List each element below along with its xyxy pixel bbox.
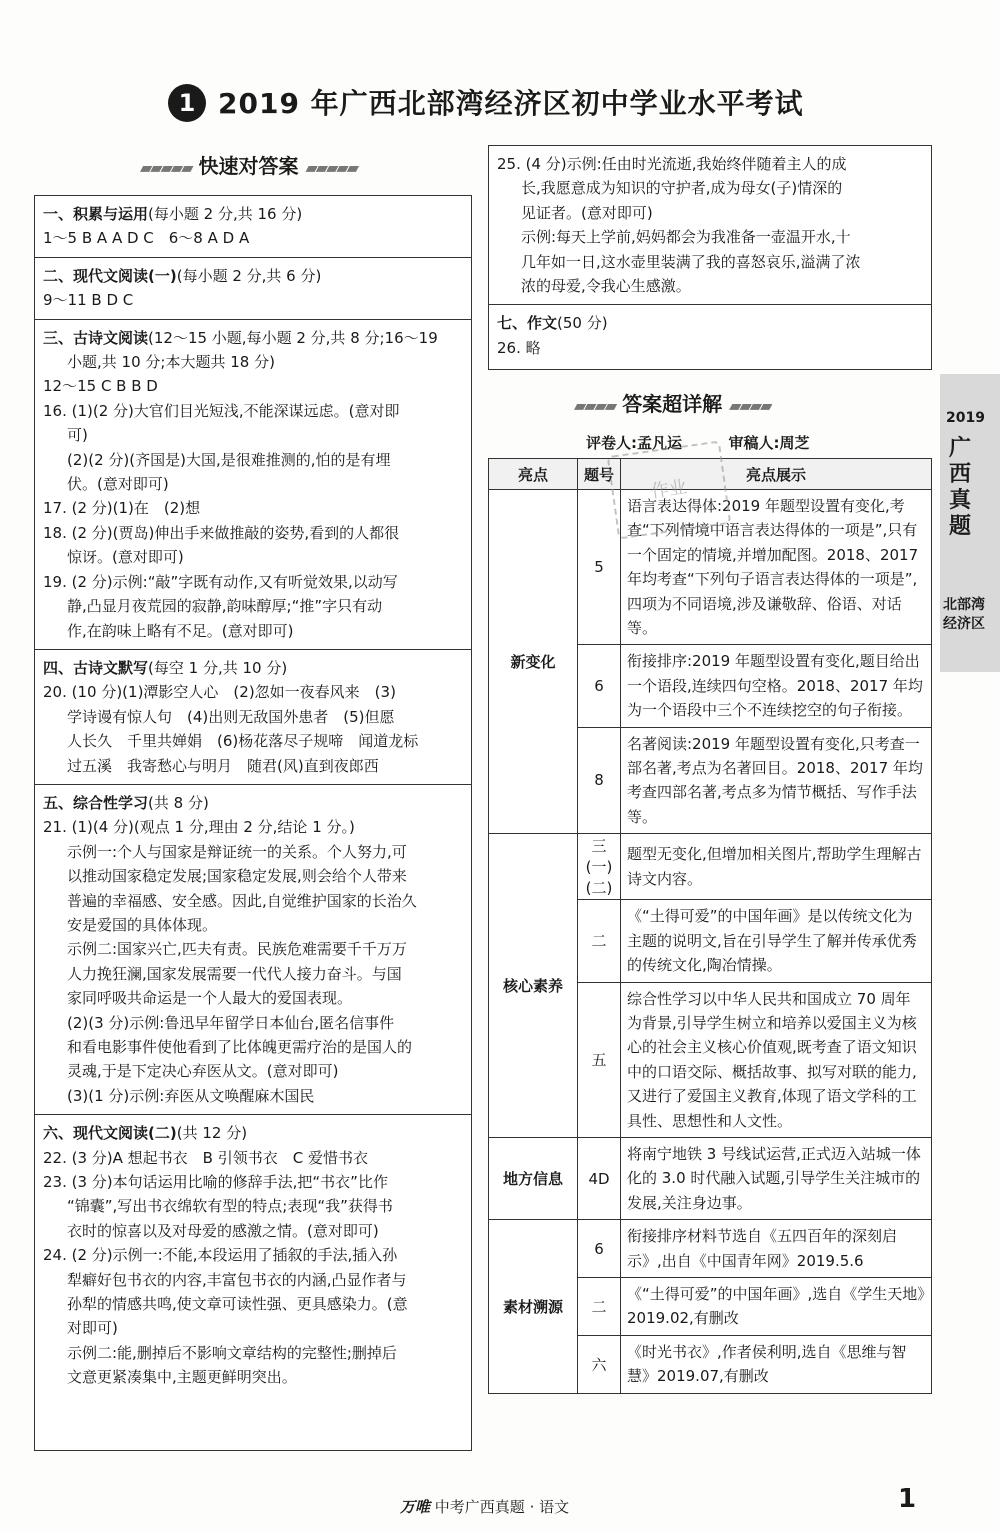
- highlight-text-cell: 语言表达得体:2019 年题型设置有变化,考查“下列情境中语言表达得体的一项是”,只有一个固定的情境,并增加配图。2018、2017 年均考查“下列句子语言表达得体的一项是”,四项为不同语境,涉及谦敬辞、俗语、对话等。: [621, 490, 932, 645]
- answer-line: 灵魂,于是下定决心弃医从文。(意对即可): [67, 1062, 339, 1081]
- answer-line: (2)(2 分)(齐国是)大国,是很难推测的,怕的是有埋: [67, 450, 391, 469]
- section-title: 七、作文: [497, 314, 558, 333]
- question-number-cell: 二: [578, 900, 621, 982]
- answer-line: 静,凸显月夜荒园的寂静,韵味醇厚;“推”字只有动: [67, 597, 383, 616]
- detail-heading: ▰▰▰▰ 答案超详解 ▰▰▰▰: [574, 392, 771, 416]
- section-title: 三、古诗文阅读: [43, 328, 149, 347]
- answer-line: 浓的母爱,令我心生感激。: [521, 277, 691, 296]
- answer-line: (3)(1 分)示例:弃医从文唤醒麻木国民: [67, 1086, 315, 1105]
- section-title: 五、综合性学习: [43, 793, 149, 812]
- highlight-text-cell: 《时光书衣》,作者侯利明,选自《思维与智慧》2019.07,有删改: [621, 1335, 932, 1393]
- answer-line: “锦囊”,写出书衣绵软有型的特点;表现“我”获得书: [67, 1197, 393, 1216]
- answer-section: [35, 650, 471, 785]
- answer-line: 普遍的幸福感、安全感。因此,自觉维护国家的长治久: [67, 891, 417, 910]
- stamp: 作业: [607, 440, 732, 539]
- answer-line: 21. (1)(4 分)(观点 1 分,理由 2 分,结论 1 分。): [43, 818, 355, 837]
- table-row: [489, 1137, 932, 1219]
- answer-line: 见证者。(意对即可): [521, 203, 653, 222]
- detail-table: [488, 458, 932, 1394]
- highlight-text-cell: 衔接排序:2019 年题型设置有变化,题目给出一个语段,连续四句空格。2018、2017 年均为一个语段中三个不连续挖空的句子衔接。: [621, 645, 932, 727]
- answer-line: 以推动国家稳定发展;国家稳定发展,则会给个人带来: [67, 867, 407, 886]
- answer-line: 人力挽狂澜,国家发展需要一代代人接力奋斗。与国: [67, 964, 402, 983]
- highlight-text-cell: 衔接排序材料节选自《五四百年的深刻启示》,出自《中国青年网》2019.5.6: [621, 1220, 932, 1278]
- table-row: [489, 1220, 932, 1278]
- answer-line: 对即可): [67, 1319, 118, 1338]
- section-title: 四、古诗文默写: [43, 658, 149, 677]
- side-tab-region: 北部湾经济区: [943, 597, 985, 632]
- answer-line: 12～15 C B B D: [43, 377, 158, 396]
- question-number-cell: 五: [578, 982, 621, 1137]
- answer-line: 可): [67, 426, 88, 445]
- footer-brand: 万唯: [400, 1498, 431, 1516]
- section-title: 六、现代文阅读(二): [43, 1124, 177, 1143]
- col-header: 亮点展示: [621, 459, 932, 490]
- answer-section: [35, 196, 471, 258]
- highlight-text-cell: 《“土得可爱”的中国年画》,选自《学生天地》2019.02,有删改: [621, 1277, 932, 1335]
- quick-answers-heading: ▰▰▰▰▰ 快速对答案 ▰▰▰▰▰: [140, 154, 357, 178]
- answer-line: 惊讶。(意对即可): [67, 548, 184, 567]
- section-note: (每小题 2 分,共 6 分): [176, 266, 322, 285]
- highlight-text-cell: 综合性学习以中华人民共和国成立 70 周年为背景,引导学生树立和培养以爱国主义为核心的社会主义核心价值观,既考查了语文知识中的口语交际、概括故事、拟写对联的能力,又进行了爱国主义教育,体现了语文学科的工具性、思想性和人文性。: [621, 982, 932, 1137]
- answer-section: [489, 305, 931, 366]
- side-tab-label: 广西真题: [948, 436, 971, 539]
- left-answer-box: [34, 195, 472, 1451]
- side-tab-year: 2019: [946, 410, 985, 426]
- answer-line: 犁癖好包书衣的内容,丰富包书衣的内涵,凸显作者与: [67, 1270, 407, 1289]
- answer-line: 20. (10 分)(1)潭影空人心 (2)忽如一夜春风来 (3): [43, 683, 396, 702]
- col-header: 题号: [578, 459, 621, 490]
- category-cell: 新变化: [489, 490, 578, 834]
- page-number: 1: [898, 1484, 917, 1514]
- section-title-line: [43, 202, 463, 226]
- question-number-cell: 4D: [578, 1137, 621, 1219]
- answer-section: [35, 320, 471, 650]
- question-number-cell: 二: [578, 1277, 621, 1335]
- answer-line: 9～11 B D C: [43, 291, 134, 310]
- question-number-cell: 6: [578, 645, 621, 727]
- answer-line: 18. (2 分)(贾岛)伸出手来做推敲的姿势,看到的人都很: [43, 523, 400, 542]
- answer-section: [489, 146, 931, 305]
- answer-line: 长,我愿意成为知识的守护者,成为母女(子)情深的: [521, 179, 843, 198]
- answer-line: 和看电影事件使他看到了比体魄更需疗治的是国人的: [67, 1038, 413, 1056]
- highlight-text-cell: 《“土得可爱”的中国年画》是以传统文化为主题的说明文,旨在引导学生了解并传承优秀的传统文化,陶冶情操。: [621, 900, 932, 982]
- answer-line: 24. (2 分)示例一:不能,本段运用了插叙的手法,插入孙: [43, 1246, 398, 1265]
- answer-line: 示例:每天上学前,妈妈都会为我准备一壶温开水,十: [521, 228, 851, 247]
- answer-line: 示例二:能,删掉后不影响文章结构的完整性;删掉后: [67, 1343, 397, 1362]
- table-row: [489, 834, 932, 900]
- answer-section: [35, 1115, 471, 1395]
- answer-line: 小题,共 10 分;本大题共 18 分): [67, 353, 275, 372]
- footer-text: 中考广西真题 · 语文: [434, 1498, 570, 1516]
- category-cell: 素材溯源: [489, 1220, 578, 1393]
- answer-line: 衣时的惊喜以及对母爱的感激之情。(意对即可): [67, 1221, 379, 1240]
- section-title: 二、现代文阅读(一): [43, 266, 177, 285]
- section-note: (50 分): [557, 314, 608, 333]
- col-header: 亮点: [489, 459, 578, 490]
- answer-line: 孙犁的情感共鸣,使文章可读性强、更具感染力。(意: [67, 1295, 408, 1314]
- answer-line: 25. (4 分)示例:任由时光流逝,我始终伴随着主人的成: [497, 155, 847, 173]
- section-note: (12～15 小题,每小题 2 分,共 8 分;16～19: [148, 328, 438, 347]
- question-number-cell: 5: [578, 490, 621, 645]
- answer-line: 19. (2 分)示例:“敲”字既有动作,又有听觉效果,以动写: [43, 572, 398, 591]
- category-cell: 地方信息: [489, 1137, 578, 1219]
- section-title-line: [43, 1121, 463, 1145]
- question-number-cell: 6: [578, 1220, 621, 1278]
- answer-line: 示例一:个人与国家是辩证统一的关系。个人努力,可: [67, 842, 407, 861]
- answer-line: 文意更紧凑集中,主题更鲜明突出。: [67, 1368, 297, 1387]
- answer-section: [35, 785, 471, 1115]
- question-number-cell: 六: [578, 1335, 621, 1393]
- section-title: 一、积累与运用: [43, 205, 149, 223]
- category-cell: 核心素养: [489, 834, 578, 1138]
- title-number-badge: 1: [168, 84, 206, 122]
- answer-line: 23. (3 分)本句话运用比喻的修辞手法,把“书衣”比作: [43, 1173, 388, 1192]
- reviewer-name: 评卷人:孟凡运: [586, 434, 682, 452]
- detail-heading-text: 答案超详解: [622, 392, 723, 416]
- answer-line: 16. (1)(2 分)大官们目光短浅,不能深谋远虑。(意对即: [43, 401, 400, 420]
- answer-line: 作,在韵味上略有不足。(意对即可): [67, 621, 294, 640]
- answer-line: 家同呼吸共命运是一个人最大的爱国表现。: [67, 989, 353, 1008]
- answer-line: 22. (3 分)A 想起书衣 B 引领书衣 C 爱惜书衣: [43, 1148, 368, 1167]
- highlight-text-cell: 将南宁地铁 3 号线试运营,正式迈入站城一体化的 3.0 时代融入试题,引导学生关注城市的发展,关注身边事。: [621, 1137, 932, 1219]
- section-note: (共 12 分): [176, 1124, 248, 1143]
- answer-line: 示例二:国家兴亡,匹夫有责。民族危难需要千千万万: [67, 940, 407, 959]
- answer-line: 几年如一日,这水壶里装满了我的喜怒哀乐,溢满了浓: [521, 252, 861, 271]
- section-title-line: [43, 326, 463, 350]
- section-title-line: [497, 311, 923, 335]
- section-title-line: [43, 656, 463, 680]
- section-note: (共 8 分): [148, 793, 209, 812]
- question-number-cell: 8: [578, 727, 621, 834]
- answer-section: [35, 258, 471, 320]
- page-title: 2019 年广西北部湾经济区初中学业水平考试: [218, 87, 804, 120]
- section-title-line: [43, 791, 463, 815]
- answer-line: 17. (2 分)(1)在 (2)想: [43, 499, 201, 518]
- checker-name: 审稿人:周芝: [728, 434, 810, 452]
- answer-line: 人长久 千里共婵娟 (6)杨花落尽子规啼 闻道龙标: [67, 732, 419, 751]
- answer-line: 伏。(意对即可): [67, 475, 169, 494]
- section-title-line: [43, 264, 463, 288]
- answer-line: 1～5 B A A D C 6～8 A D A: [43, 229, 250, 248]
- answer-line: (2)(3 分)示例:鲁迅早年留学日本仙台,匿名信事件: [67, 1013, 395, 1032]
- answer-line: 学诗谩有惊人句 (4)出则无敌国外患者 (5)但愿: [67, 707, 395, 726]
- answer-line: 过五溪 我寄愁心与明月 随君(风)直到夜郎西: [67, 756, 379, 775]
- section-note: (每小题 2 分,共 16 分): [148, 205, 303, 223]
- quick-answers-heading-text: 快速对答案: [198, 154, 299, 178]
- section-note: (每空 1 分,共 10 分): [148, 658, 288, 677]
- right-answer-box: [488, 145, 932, 370]
- footer: [400, 1496, 569, 1517]
- answer-line: 26. 略: [497, 338, 541, 357]
- highlight-text-cell: 题型无变化,但增加相关图片,帮助学生理解古诗文内容。: [621, 834, 932, 900]
- question-number-cell: 三(一)(二): [578, 834, 621, 900]
- answer-line: 安是爱国的具体体现。: [67, 915, 218, 934]
- highlight-text-cell: 名著阅读:2019 年题型设置有变化,只考查一部名著,考点为名著回目。2018、2017 年均考查四部名著,考点多为情节概括、写作手法等。: [621, 727, 932, 834]
